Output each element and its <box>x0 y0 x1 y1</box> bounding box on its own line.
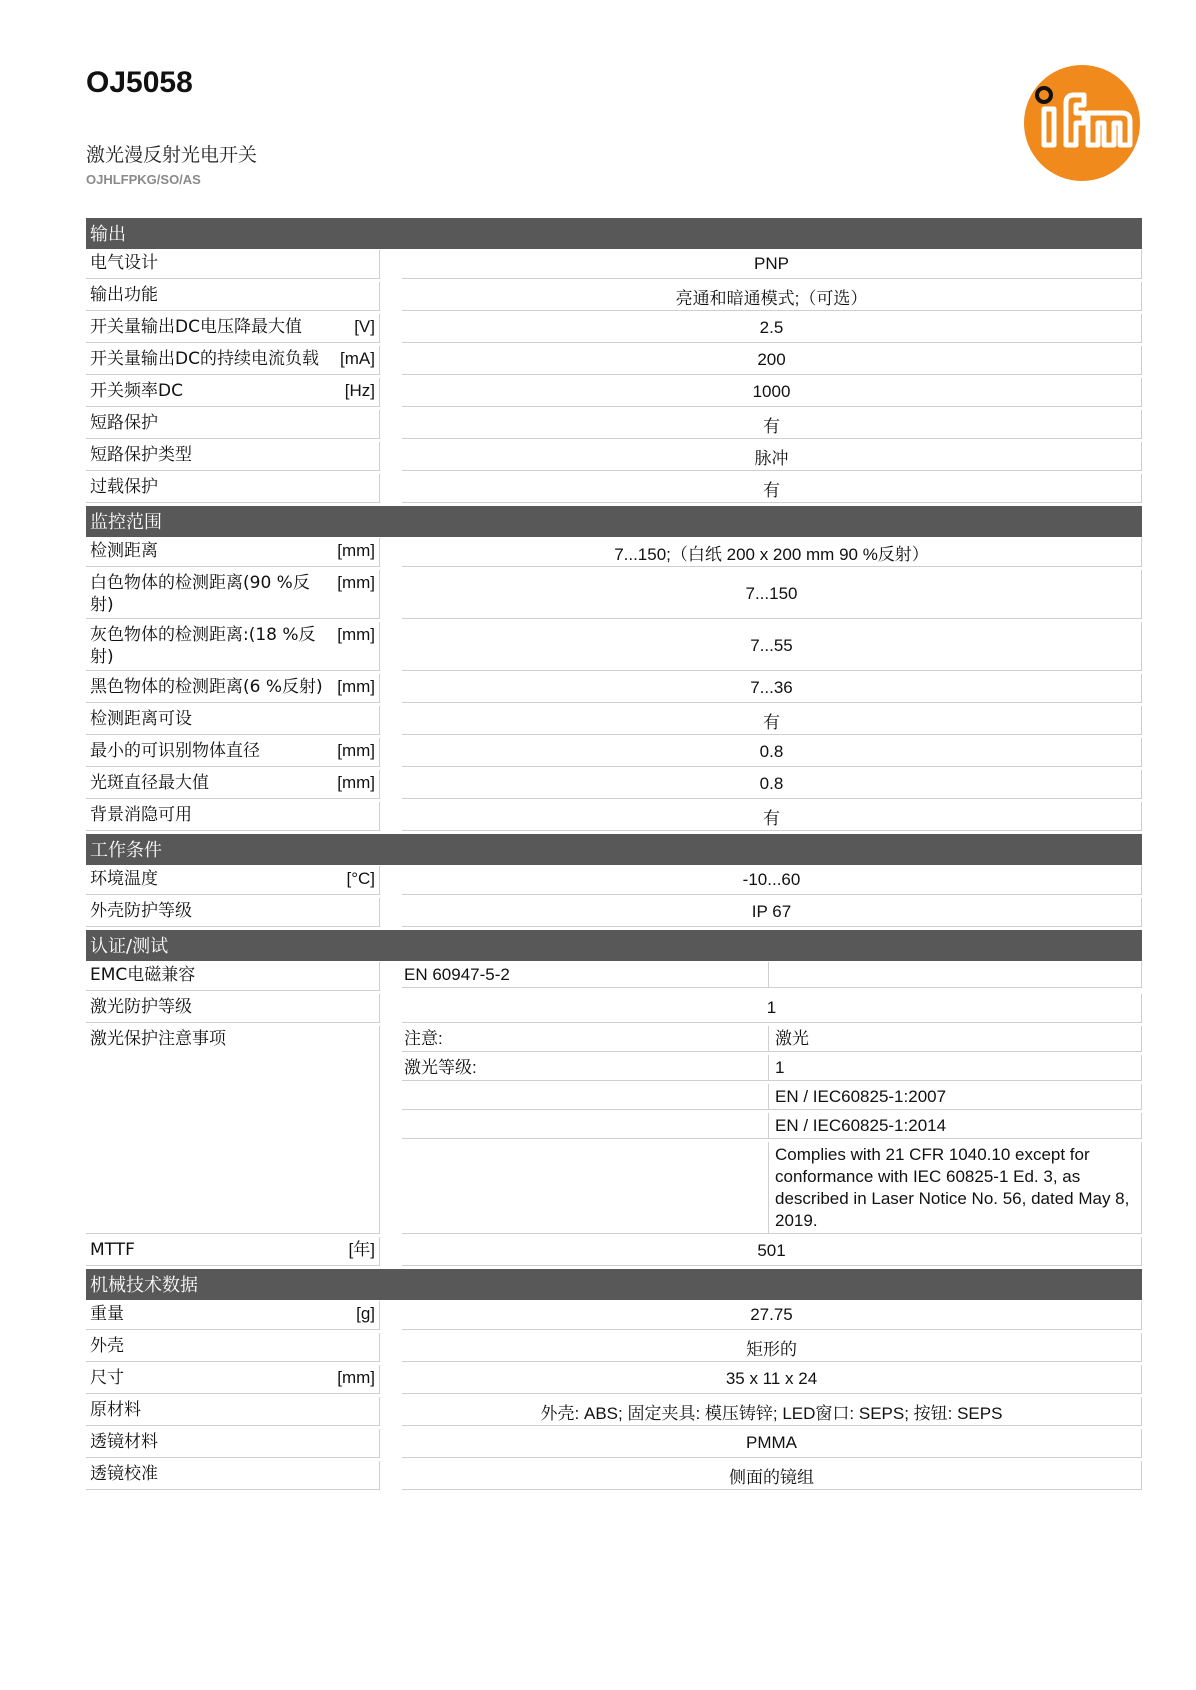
spec-unit: [mm] <box>337 741 375 760</box>
spec-label-cell <box>86 250 380 279</box>
spec-unit: [mm] <box>337 573 375 592</box>
spec-label-cell <box>86 538 380 567</box>
product-code-title: OJ5058 <box>86 66 193 99</box>
spec-label: 环境温度 <box>90 869 158 889</box>
spec-value-group <box>402 1026 1142 1234</box>
section-header: 机械技术数据 <box>86 1269 1142 1300</box>
column-gap <box>380 538 402 567</box>
spec-label-cell <box>86 962 380 991</box>
spec-row <box>86 1461 1142 1490</box>
spec-unit: [Hz] <box>344 381 375 400</box>
spec-row <box>86 1026 1142 1234</box>
column-gap <box>380 674 402 703</box>
section-header: 认证/测试 <box>86 930 1142 961</box>
spec-value-line <box>402 1113 1142 1139</box>
spec-row <box>86 474 1142 503</box>
spec-value: 2.5 <box>402 314 1142 343</box>
spec-value-detail: 激光 <box>769 1026 1142 1052</box>
column-gap <box>380 962 402 991</box>
spec-unit: [年] <box>348 1240 375 1259</box>
section-header: 工作条件 <box>86 834 1142 865</box>
spec-label-cell <box>86 1365 380 1394</box>
spec-label: 重量 <box>90 1304 124 1324</box>
spec-label: MTTF <box>90 1240 135 1260</box>
spec-label-cell <box>86 378 380 407</box>
spec-label-cell <box>86 622 380 671</box>
spec-value: 27.75 <box>402 1301 1142 1330</box>
spec-row <box>86 1365 1142 1394</box>
spec-value: 矩形的 <box>402 1333 1142 1362</box>
spec-row <box>86 994 1142 1023</box>
spec-unit: [°C] <box>346 869 375 888</box>
spec-label: 灰色物体的检测距离:(18 %反射) <box>90 625 316 667</box>
column-gap <box>380 282 402 311</box>
spec-label-cell <box>86 1026 380 1234</box>
spec-label-cell <box>86 994 380 1023</box>
spec-label: 尺寸 <box>90 1368 124 1388</box>
column-gap <box>380 1301 402 1330</box>
spec-table <box>86 218 1142 1490</box>
spec-value: -10...60 <box>402 866 1142 895</box>
spec-row <box>86 538 1142 567</box>
spec-row <box>86 962 1142 991</box>
section-header: 输出 <box>86 218 1142 249</box>
column-gap <box>380 994 402 1023</box>
spec-label-cell <box>86 706 380 735</box>
spec-value-key: EN 60947-5-2 <box>402 962 769 988</box>
spec-row <box>86 770 1142 799</box>
spec-value-detail <box>769 962 1142 988</box>
spec-value: PNP <box>402 250 1142 279</box>
spec-label-cell <box>86 1461 380 1490</box>
spec-row <box>86 1397 1142 1426</box>
spec-row <box>86 410 1142 439</box>
column-gap <box>380 1365 402 1394</box>
spec-value-line <box>402 1084 1142 1110</box>
spec-row <box>86 1237 1142 1266</box>
spec-label: 透镜材料 <box>90 1432 158 1452</box>
spec-unit: [mm] <box>337 1368 375 1387</box>
spec-label: 白色物体的检测距离(90 %反射) <box>90 573 310 615</box>
spec-label-cell <box>86 282 380 311</box>
column-gap <box>380 1397 402 1426</box>
spec-value: PMMA <box>402 1429 1142 1458</box>
spec-value-line <box>402 1142 1142 1234</box>
column-gap <box>380 314 402 343</box>
spec-value: 200 <box>402 346 1142 375</box>
spec-label-cell <box>86 674 380 703</box>
spec-value: IP 67 <box>402 898 1142 927</box>
column-gap <box>380 1237 402 1266</box>
spec-value: 7...150 <box>402 570 1142 619</box>
spec-label-cell <box>86 1237 380 1266</box>
spec-value-group <box>402 962 1142 991</box>
spec-row <box>86 442 1142 471</box>
spec-unit: [mm] <box>337 773 375 792</box>
spec-value: 7...55 <box>402 622 1142 671</box>
spec-label: 外壳 <box>90 1336 124 1356</box>
spec-label: 输出功能 <box>90 285 158 305</box>
column-gap <box>380 570 402 619</box>
column-gap <box>380 1429 402 1458</box>
spec-value-line <box>402 962 1142 988</box>
spec-row <box>86 1301 1142 1330</box>
spec-value-key <box>402 1113 769 1139</box>
spec-row <box>86 738 1142 767</box>
column-gap <box>380 1461 402 1490</box>
spec-label: 短路保护类型 <box>90 445 192 465</box>
spec-label-cell <box>86 1333 380 1362</box>
spec-label-cell <box>86 802 380 831</box>
spec-label-cell <box>86 314 380 343</box>
spec-value-key: 激光等级: <box>402 1055 769 1081</box>
spec-value: 501 <box>402 1237 1142 1266</box>
column-gap <box>380 738 402 767</box>
spec-label: EMC电磁兼容 <box>90 965 196 985</box>
spec-label: 原材料 <box>90 1400 141 1420</box>
spec-label: 透镜校准 <box>90 1464 158 1484</box>
spec-label-cell <box>86 474 380 503</box>
spec-label-cell <box>86 570 380 619</box>
spec-value-key: 注意: <box>402 1026 769 1052</box>
spec-label-cell <box>86 442 380 471</box>
spec-value-detail: EN / IEC60825-1:2014 <box>769 1113 1142 1139</box>
spec-label-cell <box>86 1301 380 1330</box>
spec-row <box>86 898 1142 927</box>
spec-label: 激光防护等级 <box>90 997 192 1017</box>
spec-unit: [V] <box>354 317 375 336</box>
spec-label: 黑色物体的检测距离(6 %反射) <box>90 677 323 697</box>
spec-row <box>86 282 1142 311</box>
spec-value: 1000 <box>402 378 1142 407</box>
spec-unit: [g] <box>356 1304 375 1323</box>
spec-unit: [mm] <box>337 677 375 696</box>
spec-unit: [mm] <box>337 541 375 560</box>
spec-value: 侧面的镜组 <box>402 1461 1142 1490</box>
ifm-logo <box>1022 63 1142 183</box>
spec-label: 开关量输出DC的持续电流负载 <box>90 349 319 369</box>
spec-value: 外壳: ABS; 固定夹具: 模压铸锌; LED窗口: SEPS; 按钮: SEPS <box>402 1397 1142 1426</box>
spec-row <box>86 378 1142 407</box>
column-gap <box>380 442 402 471</box>
spec-label: 外壳防护等级 <box>90 901 192 921</box>
spec-row <box>86 250 1142 279</box>
spec-unit: [mm] <box>337 625 375 644</box>
spec-label: 电气设计 <box>90 253 158 273</box>
spec-label-cell <box>86 346 380 375</box>
spec-value: 35 x 11 x 24 <box>402 1365 1142 1394</box>
spec-label-cell <box>86 410 380 439</box>
column-gap <box>380 866 402 895</box>
spec-row <box>86 346 1142 375</box>
spec-label-cell <box>86 770 380 799</box>
spec-value-key <box>402 1084 769 1110</box>
product-description: 激光漫反射光电开关 <box>86 144 258 166</box>
spec-row <box>86 706 1142 735</box>
spec-label-cell <box>86 1397 380 1426</box>
spec-value: 有 <box>402 474 1142 503</box>
spec-row <box>86 866 1142 895</box>
spec-row <box>86 314 1142 343</box>
spec-label: 开关频率DC <box>90 381 183 401</box>
spec-label: 开关量输出DC电压降最大值 <box>90 317 302 337</box>
spec-row <box>86 570 1142 619</box>
column-gap <box>380 622 402 671</box>
spec-label: 短路保护 <box>90 413 158 433</box>
spec-label-cell <box>86 1429 380 1458</box>
spec-value: 7...150;（白纸 200 x 200 mm 90 %反射） <box>402 538 1142 567</box>
spec-label: 检测距离可设 <box>90 709 192 729</box>
spec-row <box>86 802 1142 831</box>
spec-label-cell <box>86 738 380 767</box>
spec-label: 检测距离 <box>90 541 158 561</box>
column-gap <box>380 474 402 503</box>
spec-row <box>86 622 1142 671</box>
spec-value-line <box>402 1055 1142 1081</box>
spec-value-line <box>402 1026 1142 1052</box>
spec-label: 背景消隐可用 <box>90 805 192 825</box>
spec-value-key <box>402 1142 769 1234</box>
column-gap <box>380 250 402 279</box>
column-gap <box>380 1026 402 1234</box>
spec-label: 最小的可识别物体直径 <box>90 741 260 761</box>
column-gap <box>380 898 402 927</box>
spec-value: 有 <box>402 706 1142 735</box>
spec-value-detail: Complies with 21 CFR 1040.10 except for conformance with IEC 60825-1 Ed. 3, as described in Laser Notice No. 56, dated May 8, 2019. <box>769 1142 1142 1234</box>
spec-label: 过载保护 <box>90 477 158 497</box>
spec-row <box>86 674 1142 703</box>
column-gap <box>380 410 402 439</box>
spec-value: 亮通和暗通模式;（可选） <box>402 282 1142 311</box>
spec-value-detail: EN / IEC60825-1:2007 <box>769 1084 1142 1110</box>
column-gap <box>380 1333 402 1362</box>
column-gap <box>380 378 402 407</box>
spec-label: 光斑直径最大值 <box>90 773 209 793</box>
section-header: 监控范围 <box>86 506 1142 537</box>
spec-value-detail: 1 <box>769 1055 1142 1081</box>
spec-value: 0.8 <box>402 770 1142 799</box>
spec-row <box>86 1333 1142 1362</box>
spec-unit: [mA] <box>340 349 375 368</box>
spec-value: 0.8 <box>402 738 1142 767</box>
spec-label-cell <box>86 866 380 895</box>
column-gap <box>380 802 402 831</box>
spec-value: 1 <box>402 994 1142 1023</box>
spec-label-cell <box>86 898 380 927</box>
spec-value: 7...36 <box>402 674 1142 703</box>
spec-label: 激光保护注意事项 <box>90 1029 226 1049</box>
spec-value: 有 <box>402 802 1142 831</box>
column-gap <box>380 346 402 375</box>
spec-value: 有 <box>402 410 1142 439</box>
column-gap <box>380 770 402 799</box>
spec-value: 脉冲 <box>402 442 1142 471</box>
spec-row <box>86 1429 1142 1458</box>
column-gap <box>380 706 402 735</box>
article-number: OJHLFPKG/SO/AS <box>86 172 201 187</box>
